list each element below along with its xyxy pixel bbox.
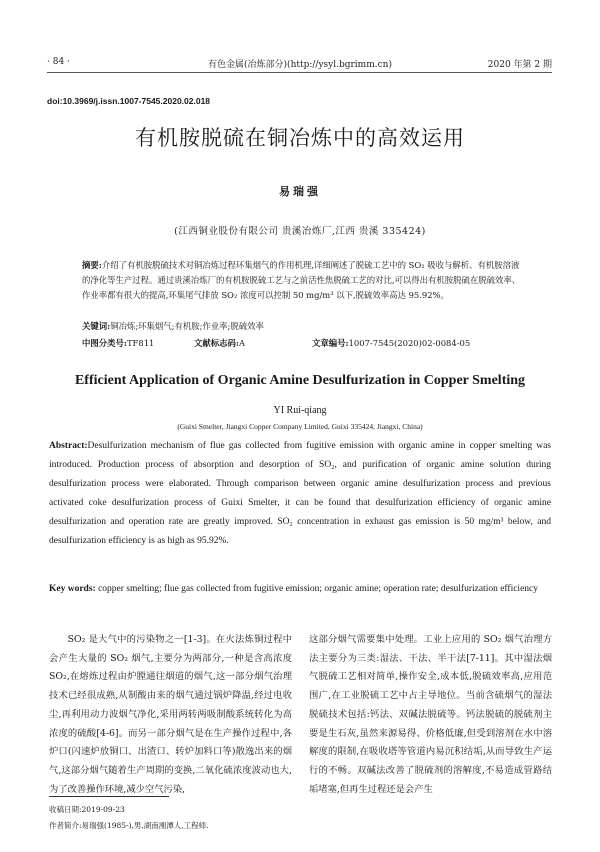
doi[interactable]: doi:10.3969/j.issn.1007-7545.2020.02.018 [47,96,211,106]
body-left-column: SO₂ 是大气中的污染物之一[1-3]。在火法炼铜过程中会产生大量的 SO₂ 烟气,主要分为两部分,一种是含高浓度 SO₂,在熔炼过程由炉膛通往烟道的烟气,这一部分烟气治理技术已经很成熟,从制酸由来的烟气通过锅炉降温,经过电收尘,再利用动力波烟气净化,采用两转两吸制酸系统转化为高浓度的硫酸[4-6]。而另一部分烟气是在生产操作过程中,各炉口(闪速炉放铜口、出渣口、转炉加料口等)散逸出来的烟气,这部分烟气随着生产周期的变换,二氧化硫浓度波动也大,为了改善操作环境,减少空气污染, [49,634,292,795]
doc-code-value: A [238,338,246,348]
abstract-en-text: Desulfurization mechanism of flue gas collected from fugitive emission with organic amine in copper smelting was introduced. Production process of absorption and desorption of SO₂, and purification of organic amine solution during desulfurization process were elaborated. Through comparison between organic amine desulfurization process and previous activated coke desulfurization process of Guixi Smelter, it can be found that desulfurization efficiency of organic amine desulfurization and operation rate are greatly improved. SO₂ concentration in exhaust gas emission is 50 mg/m³ below, and desulfurization efficiency is as high as 95.92%. [49,441,551,546]
article-number-value: 1007-7545(2020)02-0084-05 [348,338,471,348]
author-cn: 易瑞强 [279,185,321,198]
article-number-label: 文章编号: [312,338,349,348]
page-number: · 84 · [47,57,70,67]
keywords-en [49,580,551,599]
doc-code-label: 文献标志码: [194,338,239,348]
abstract-en [49,437,551,551]
affiliation-cn: (江西铜业股份有限公司 贵溪冶炼厂,江西 贵溪 335424) [174,226,426,237]
author-en: YI Rui-qiang [273,405,327,416]
affiliation-en: (Guixi Smelter, Jiangxi Copper Company Limited, Guixi 335424, Jiangxi, China) [177,422,423,431]
keywords-cn-label: 关键词: [82,321,111,331]
footnote-rule [49,796,169,797]
abstract-cn [82,258,522,304]
author-bio: 作者简介:易瑞强(1985-),男,湖南湘潭人,工程师. [49,821,209,830]
keywords-en-text: copper smelting; flue gas collected from fugitive emission; organic amine; operation rate; desulfurization efficiency [98,584,539,594]
keywords-cn [82,319,522,334]
classification-cn [82,336,522,351]
title-cn: 有机胺脱硫在铜冶炼中的高效运用 [135,126,465,150]
journal-name: 有色金属(冶炼部分)(http://ysyl.bgrimm.cn) [208,60,392,70]
keywords-en-label: Key words: [49,584,96,594]
clc-value: TF811 [126,338,155,348]
header-rule [47,72,552,73]
title-en: Efficient Application of Organic Amine Desulfurization in Copper Smelting [74,373,526,388]
body-right-column: 这部分烟气需要集中处理。工业上应用的 SO₂ 烟气治理方法主要分为三类:湿法、干法、半干法[7-11]。其中湿法烟气脱硫工艺相对简单,操作安全,成本低,脱硫效率高,应用范围广,在工业脱硫工艺中占主导地位。当前含硫烟气的湿法脱硫技术包括:钙法、双碱法脱硫等。钙法脱硫的脱硫剂主要是生石灰,虽然来源易得、价格低廉,但受到溶剂在水中溶解度的限制,在吸收塔等管道内易沉积结垢,从而导致生产运行的不畅。双碱法改善了脱硫剂的溶解度,不易造成管路结垢堵塞,但再生过程还是会产生 [309,634,552,795]
received-date: 收稿日期:2019-09-23 [49,805,125,814]
issue-label: 2020 年第 2 期 [487,60,552,70]
abstract-en-label: Abstract: [49,441,88,451]
abstract-cn-text: 介绍了有机胺脱硫技术对铜冶炼过程环集烟气的作用机理,详细阐述了脱硫工艺中的 SO₂ 吸收与解析、有机胺溶液的净化等生产过程。通过贵溪冶炼厂的有机胺脱硫工艺与之前活性焦脱硫工艺的对比,可以得出有机胺脱硫在脱硫效率、作业率都有很大的提高,环集尾气排放 SO₂ 浓度可以控制 50 mg/m³ 以下,脱硫效率高达 95.92%。 [82,260,521,301]
clc-label: 中图分类号: [82,338,127,348]
keywords-cn-text: 铜冶炼;环集烟气;有机胺;作业率;脱硫效率 [110,321,264,331]
abstract-cn-label: 摘要: [82,260,102,270]
